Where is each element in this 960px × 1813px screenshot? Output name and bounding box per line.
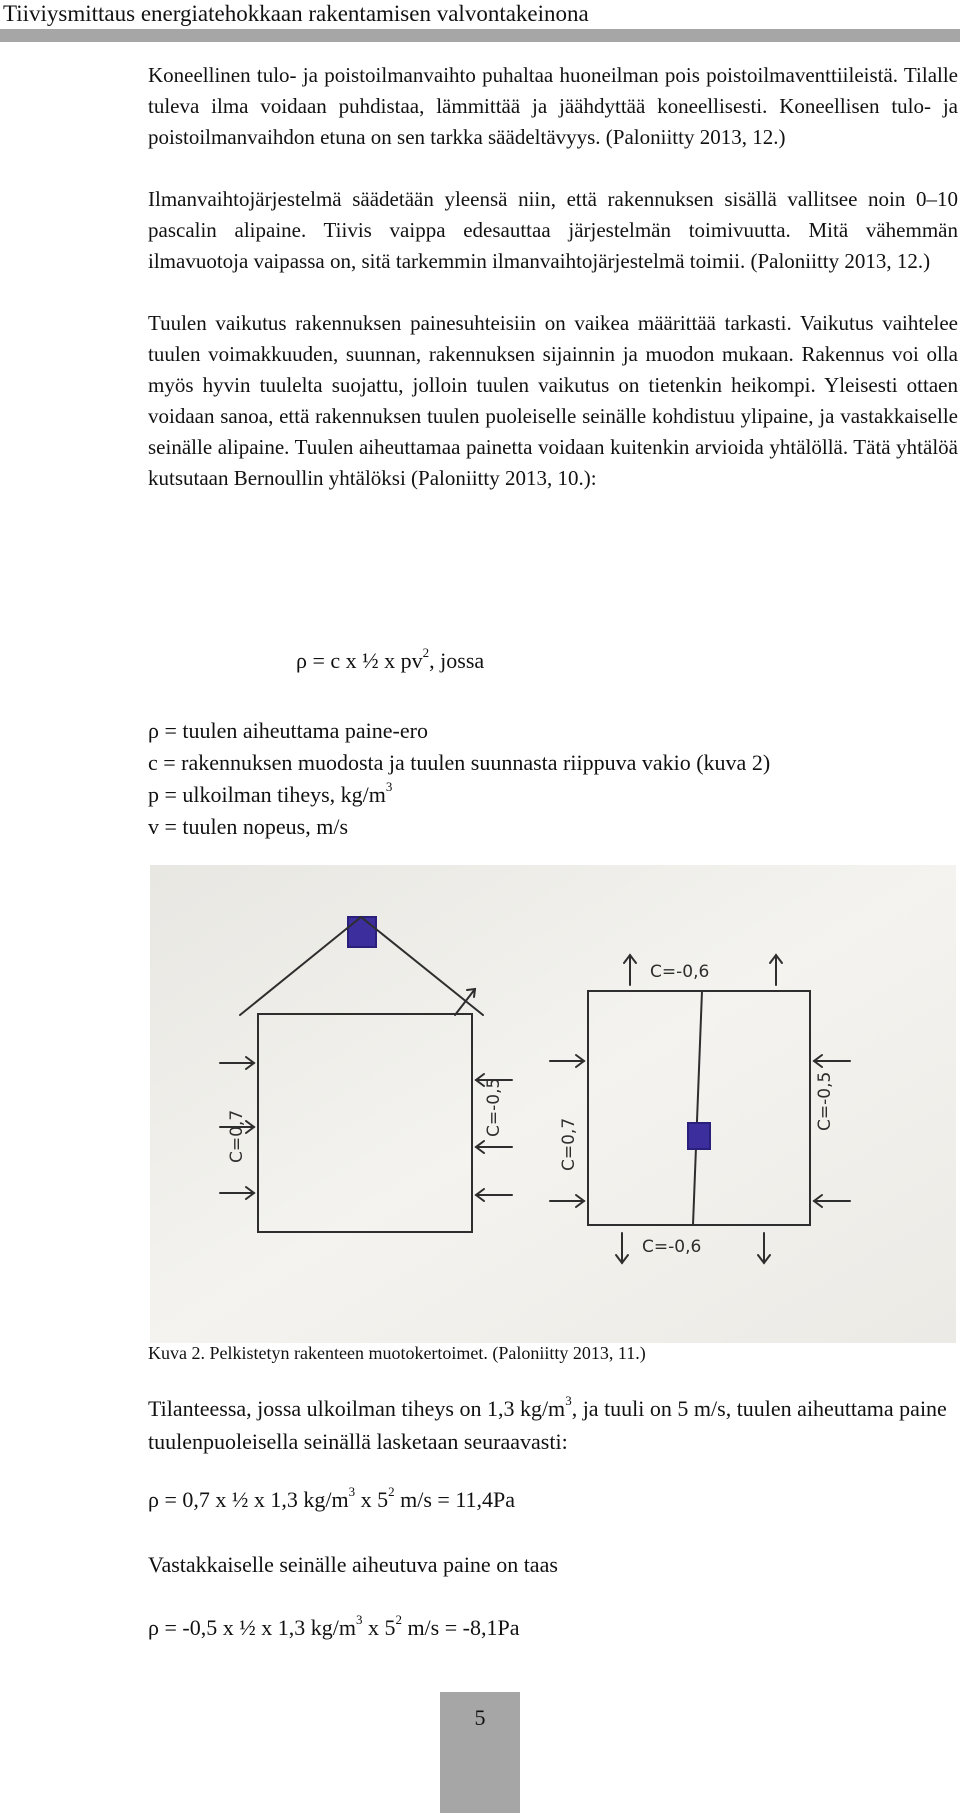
scenario-exponent: 3	[565, 1392, 572, 1408]
definition-v: v = tuulen nopeus, m/s	[148, 814, 349, 839]
scenario-text-2: , ja tuuli on 5 m/s, tuulen aiheuttama paine tuulenpuoleisella seinällä lasketaan seuraavasti:	[148, 1396, 947, 1454]
label-plan-right: C=-0,5	[815, 1071, 835, 1131]
scenario-text-1: Tilanteessa, jossa ulkoilman tiheys on 1,3 kg/m	[148, 1396, 566, 1421]
label-right-wall: C=-0,5	[484, 1077, 504, 1137]
calc2-part-a: ρ = -0,5 x ½ x 1,3 kg/m	[148, 1615, 356, 1640]
plan-marker	[688, 1123, 710, 1149]
page-number-box	[440, 1692, 520, 1813]
definition-p-text: p = ulkoilman tiheys, kg/m	[148, 782, 386, 807]
calc1-exponent-b: 2	[388, 1483, 395, 1499]
label-top: C=-0,6	[650, 962, 710, 982]
paragraph-ventilation: Koneellinen tulo- ja poistoilmanvaihto puhaltaa huoneilman pois poistoilmaventtiileistä. Tilalle tuleva ilma voidaan puhdistaa, lämmittää ja jäähdyttää koneellisesti. Koneellisen tulo- ja poistoilmanvaihdon etuna on sen tarkka säädeltävyys. (Paloniitty 2013, 12.)	[148, 63, 958, 149]
calc2-part-b: x 5	[362, 1615, 396, 1640]
figure-shape-coefficients	[150, 865, 956, 1343]
figure-caption: Kuva 2. Pelkistetyn rakenteen muotokertoimet. (Paloniitty 2013, 11.)	[148, 1343, 646, 1363]
page-header	[0, 0, 960, 46]
paragraph-pressure: Ilmanvaihtojärjestelmä säädetään yleensä niin, että rakennuksen sisällä vallitsee noin 0‒10 pascalin alipaine. Tiivis vaippa edesauttaa järjestelmän toimivuutta. Mitä vähemmän ilmavuotoja vaipassa on, sitä tarkemmin ilmanvaihtojärjestelmä toimii. (Paloniitty 2013, 12.)	[148, 187, 958, 273]
definition-c: c = rakennuksen muodosta ja tuulen suunnasta riippuva vakio (kuva 2)	[148, 750, 771, 775]
calc1-exponent-a: 3	[348, 1483, 356, 1499]
paragraph-opposite-wall: Vastakkaiselle seinälle aiheutuva paine on taas	[148, 1552, 558, 1577]
label-plan-left: C=0,7	[559, 1117, 579, 1171]
header-rule	[0, 29, 960, 42]
calc1-part-b: x 5	[355, 1487, 389, 1512]
calc1-part-c: m/s = 11,4Pa	[394, 1487, 516, 1512]
paper-background	[150, 865, 956, 1343]
paragraph-wind: Tuulen vaikutus rakennuksen painesuhteisiin on vaikea määrittää tarkasti. Vaikutus vaihtelee tuulen voimakkuuden, suunnan, rakennuksen sijainnin ja muodon mukaan. Rakennus voi olla myös hyvin tuulelta suojattu, jolloin tuulen vaikutus on tietenkin heikompi. Yleisesti ottaen voidaan sanoa, että rakennuksen tuulen puoleiselle seinälle kohdistuu ylipaine, ja vastakkaiselle seinälle alipaine. Tuulen aiheuttamaa painetta voidaan kuitenkin arvioida yhtälöllä. Tätä yhtälöä kutsutaan Bernoullin yhtälöksi (Paloniitty 2013, 10.):	[148, 311, 958, 490]
calculation-leeward	[148, 1611, 520, 1641]
definition-p-exponent: 3	[385, 778, 393, 794]
page-number: 5	[474, 1705, 486, 1730]
equation-base: ρ = c x ½ x pv	[296, 648, 423, 673]
equation-exponent: 2	[422, 644, 430, 660]
bernoulli-equation	[296, 644, 485, 674]
calc2-exponent-b: 2	[395, 1611, 402, 1627]
calc2-exponent-a: 3	[355, 1611, 363, 1627]
paragraph-scenario	[148, 1392, 958, 1458]
calculation-windward	[148, 1483, 516, 1513]
definition-p	[148, 779, 770, 811]
header-title: Tiiviysmittaus energiatehokkaan rakentamisen valvontakeinona	[3, 1, 589, 26]
definition-rho: ρ = tuulen aiheuttama paine-ero	[148, 718, 428, 743]
variable-definitions	[148, 715, 770, 843]
figure-sketch	[150, 865, 956, 1343]
calc2-part-c: m/s = -8,1Pa	[401, 1615, 520, 1640]
label-bottom: C=-0,6	[642, 1237, 702, 1257]
equation-tail: , jossa	[429, 648, 485, 673]
calc1-part-a: ρ = 0,7 x ½ x 1,3 kg/m	[148, 1487, 349, 1512]
chimney-marker	[348, 917, 376, 947]
label-left-wall: C=0,7	[227, 1109, 247, 1163]
body-text	[148, 60, 958, 494]
